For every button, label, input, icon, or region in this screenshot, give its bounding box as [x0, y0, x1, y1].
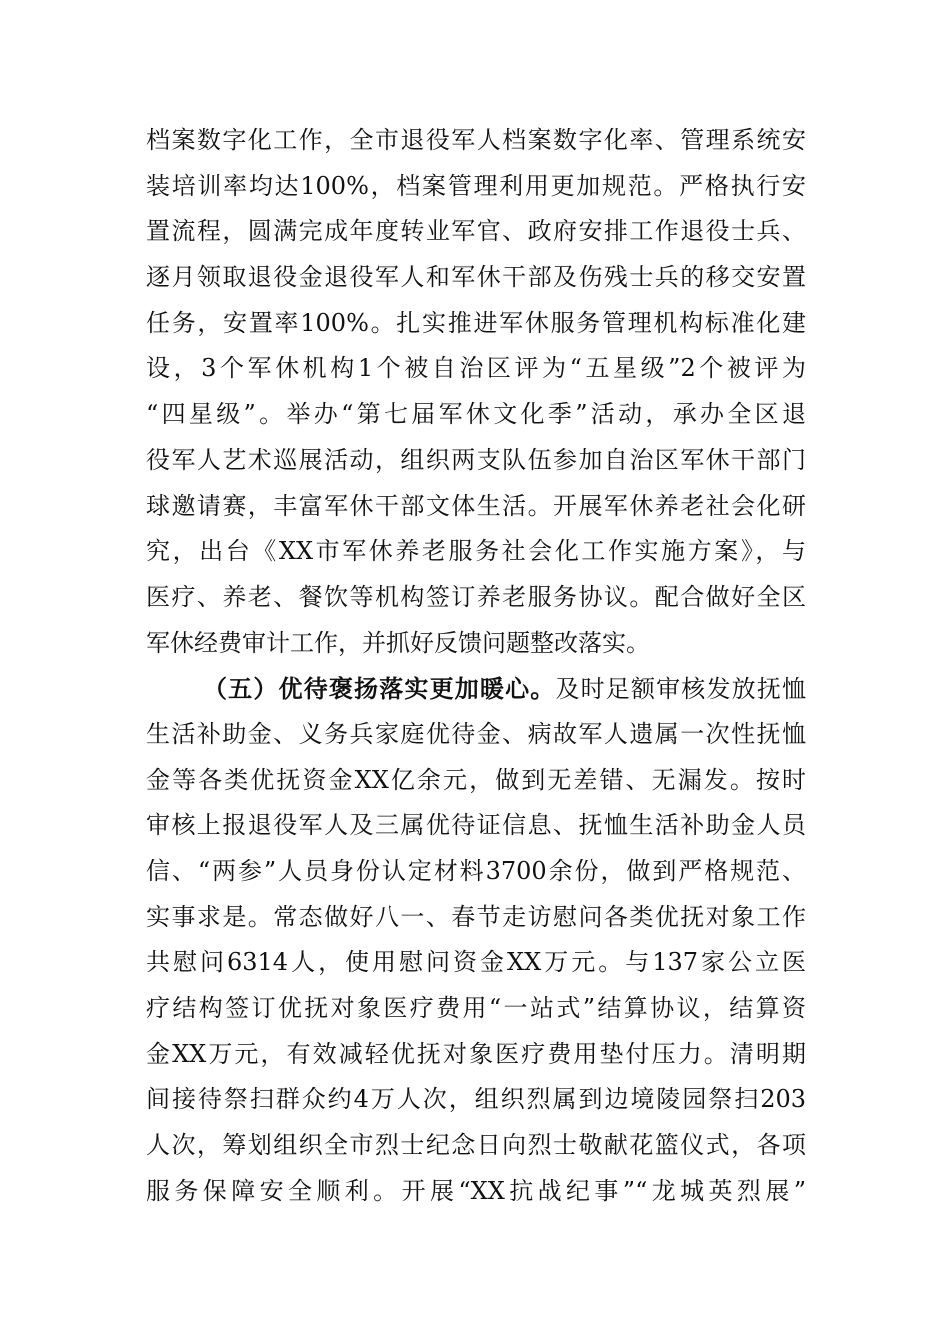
body-line: 置流程，圆满完成年度转业军官、政府安排工作退役士兵、 — [146, 217, 806, 246]
body-line: “四星级”。举办“第七届军休文化季”活动，承办全区退 — [146, 400, 806, 429]
body-line: 设，3个军休机构1个被自治区评为“五星级”2个被评为 — [146, 354, 806, 383]
document-body — [146, 118, 806, 1215]
body-line: 生活补助金、义务兵家庭优待金、病故军人遗属一次性抚恤 — [146, 719, 806, 748]
body-line: 逐月领取退役金退役军人和军休干部及伤残士兵的移交安置 — [146, 263, 806, 292]
body-line: 役军人艺术巡展活动，组织两支队伍参加自治区军休干部门 — [146, 445, 806, 474]
body-line: 疗结构签订优抚对象医疗费用“一站式”结算协议，结算资 — [146, 994, 806, 1023]
body-line: 装培训率均达100%，档案管理利用更加规范。严格执行安 — [146, 171, 806, 200]
body-line: 任务，安置率100%。扎实推进军休服务管理机构标准化建 — [146, 308, 806, 337]
body-line: 医疗、养老、餐饮等机构签订养老服务协议。配合做好全区 — [146, 582, 806, 611]
body-line: 档案数字化工作，全市退役军人档案数字化率、管理系统安 — [146, 126, 806, 154]
body-line: 金XX万元，有效减轻优抚对象医疗费用垫付压力。清明期 — [146, 1039, 806, 1068]
section-five-first-line — [146, 666, 806, 712]
body-line: 军休经费审计工作，并抓好反馈问题整改落实。 — [146, 628, 650, 657]
section-five-heading: （五）优待褒扬落实更加暖心。 — [203, 674, 556, 704]
body-line: 间接待祭扫群众约4万人次，组织烈属到边境陵园祭扫203 — [146, 1085, 806, 1114]
body-line: 服务保障安全顺利。开展“XX抗战纪事”“龙城英烈展” — [146, 1176, 806, 1205]
body-line: 究，出台《XX市军休养老服务社会化工作实施方案》，与 — [146, 537, 806, 566]
section-five-first-line-text: 及时足额审核发放抚恤 — [555, 675, 807, 704]
body-line: 共慰问6314人，使用慰问资金XX万元。与137家公立医 — [146, 948, 806, 977]
body-line: 金等各类优抚资金XX亿余元，做到无差错、无漏发。按时 — [146, 765, 806, 794]
body-line: 人次，筹划组织全市烈士纪念日向烈士敬献花篮仪式，各项 — [146, 1131, 806, 1160]
body-line: 实事求是。常态做好八一、春节走访慰问各类优抚对象工作 — [146, 902, 806, 931]
body-line: 审核上报退役军人及三属优待证信息、抚恤生活补助金人员 — [146, 811, 806, 840]
body-line: 信、“两参”人员身份认定材料3700余份，做到严格规范、 — [146, 857, 806, 885]
body-line: 球邀请赛，丰富军休干部文体生活。开展军休养老社会化研 — [146, 491, 806, 520]
